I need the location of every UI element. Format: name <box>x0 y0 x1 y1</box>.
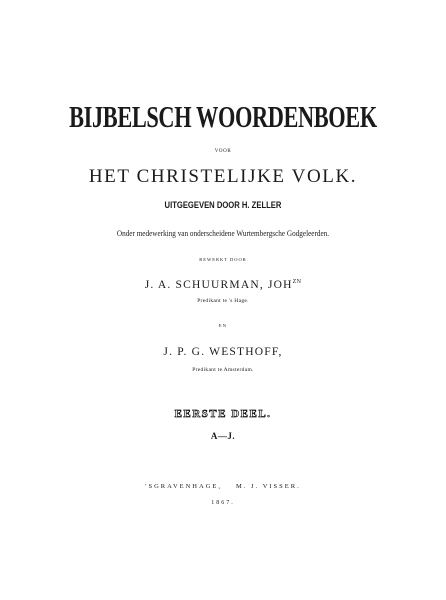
subtitle: HET CHRISTELIJKE VOLK. <box>88 166 358 187</box>
imprint-place: 'SGRAVENHAGE, <box>145 483 222 490</box>
publisher-line: UITGEGEVEN DOOR H. ZELLER <box>164 200 282 210</box>
author-2-role: Predikant te Amsterdam. <box>192 367 254 373</box>
author-1-name: J. A. SCHUURMAN, JOH <box>144 279 293 291</box>
volume-label: EERSTE DEEL. <box>174 408 272 420</box>
en-label: EN <box>218 323 228 328</box>
main-title: BIJBELSCH WOORDENBOEK <box>69 99 377 134</box>
voor-label: VOOR <box>214 149 232 154</box>
author-1-suffix: ZN <box>292 279 302 285</box>
imprint <box>0 483 446 491</box>
letter-range: A—J. <box>210 431 236 441</box>
imprint-year: 1867. <box>211 500 235 506</box>
author-2-name: J. P. G. WESTHOFF, <box>163 346 283 358</box>
imprint-printer: M. J. VISSER. <box>236 483 301 490</box>
author-1 <box>0 275 446 292</box>
author-1-role: Predikant te 's Hage. <box>197 298 249 304</box>
collaboration-line: Onder medewerking van onderscheidene Wurtembergsche Godgeleerden. <box>116 229 330 238</box>
bewerkt-door-label: BEWERKT DOOR <box>199 257 247 262</box>
